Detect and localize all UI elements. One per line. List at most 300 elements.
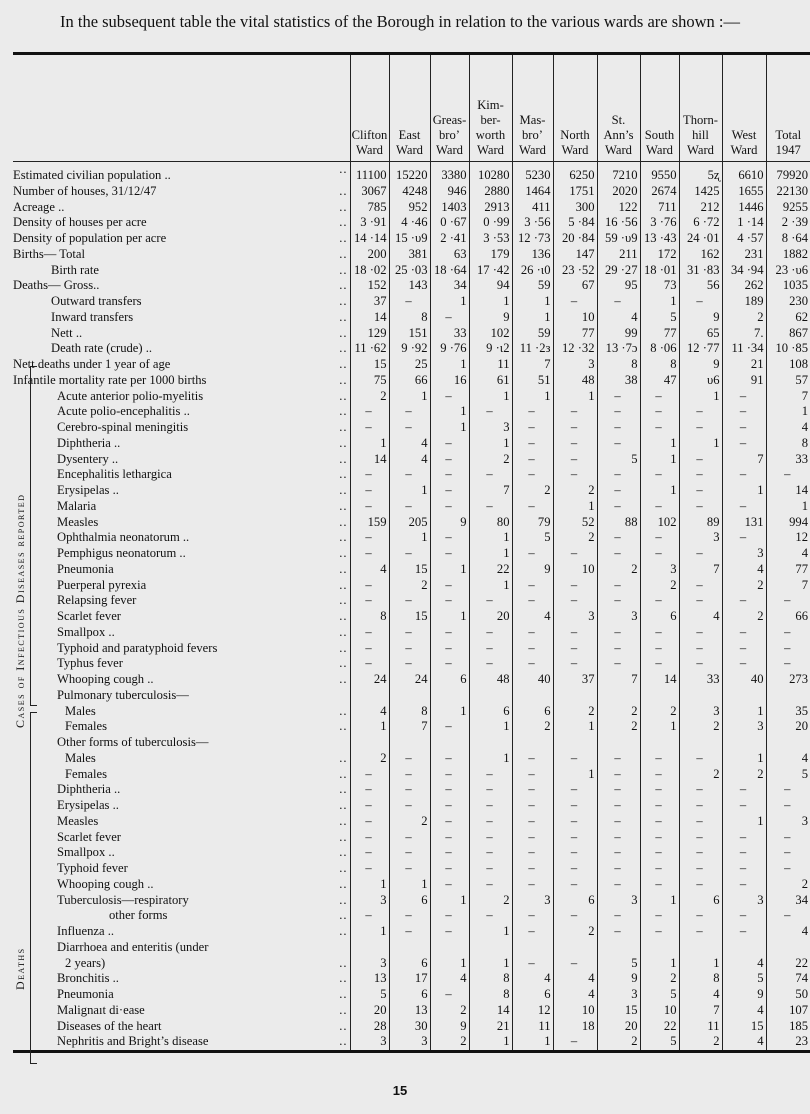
row-label-text: Typhus fever (57, 656, 123, 671)
brace-infectious (30, 366, 37, 706)
column-header: Thorn-hill Ward (679, 54, 722, 162)
table-cell: 1 (469, 530, 512, 546)
row-label-text: Smallpox .. (57, 845, 115, 860)
row-label-text: Estimated civilian population .. (13, 168, 171, 182)
table-cell: – (766, 908, 810, 924)
table-cell: 2 (430, 1003, 469, 1019)
table-cell: 273 (766, 672, 810, 688)
row-label-text: Other forms of tuberculosis— (57, 735, 209, 749)
row-label-text: Typhoid and paratyphoid fevers (57, 640, 218, 655)
table-cell: – (722, 499, 766, 515)
table-cell: 3067 (350, 184, 389, 200)
table-cell: 6 (512, 704, 553, 720)
table-cell: 7 (722, 452, 766, 468)
leader-dots: .. (339, 483, 348, 497)
table-cell: 79920 (766, 162, 810, 184)
table-cell: – (350, 767, 389, 783)
table-cell: 99 (597, 326, 640, 342)
table-cell: 1 (389, 389, 430, 405)
table-cell: – (389, 656, 430, 672)
table-cell: – (640, 546, 679, 562)
row-label (13, 877, 350, 893)
row-label (13, 688, 350, 704)
table-cell (512, 688, 553, 704)
table-cell: 4 (553, 987, 597, 1003)
table-cell: 37 (553, 672, 597, 688)
row-label-text: Males (65, 750, 96, 765)
table-cell: – (469, 830, 512, 846)
row-label-text: Ophthalmia neonatorum .. (57, 530, 190, 545)
table-cell: 1 (469, 294, 512, 310)
table-cell: 91 (722, 373, 766, 389)
table-cell: – (722, 877, 766, 893)
table-cell: – (679, 578, 722, 594)
table-cell: – (469, 877, 512, 893)
table-cell: – (512, 656, 553, 672)
table-cell: 2 (350, 751, 389, 767)
table-row (13, 436, 810, 452)
row-label-text: Nett .. (51, 325, 83, 340)
table-cell: 1 (430, 294, 469, 310)
table-row (13, 798, 810, 814)
leader-dots: .. (339, 719, 348, 734)
table-cell: 1 (640, 719, 679, 735)
table-cell: 94 (469, 278, 512, 294)
table-cell: 14 ·14 (350, 231, 389, 247)
table-cell: – (389, 767, 430, 783)
table-cell: 11 ·2з (512, 341, 553, 357)
table-cell: 5 (597, 956, 640, 972)
row-label (13, 845, 350, 861)
table-cell: – (553, 452, 597, 468)
table-cell: 37 (350, 294, 389, 310)
table-cell: – (640, 467, 679, 483)
table-cell: 80 (469, 515, 512, 531)
table-cell: 867 (766, 326, 810, 342)
table-cell: 1 (430, 609, 469, 625)
table-cell: 52 (553, 515, 597, 531)
row-label-text: Puerperal pyrexia (57, 577, 147, 592)
table-cell: – (512, 467, 553, 483)
table-cell: – (430, 861, 469, 877)
table-cell: 33 (766, 452, 810, 468)
row-label (13, 420, 350, 436)
table-cell: 230 (766, 294, 810, 310)
table-row (13, 1034, 810, 1051)
table-row (13, 483, 810, 499)
table-cell (553, 940, 597, 956)
table-cell: 6 (389, 893, 430, 909)
table-cell: 3 (640, 562, 679, 578)
table-cell: – (469, 861, 512, 877)
row-label (13, 782, 350, 798)
table-cell: – (350, 845, 389, 861)
table-cell: – (512, 751, 553, 767)
table-row (13, 1003, 810, 1019)
column-header: North Ward (553, 54, 597, 162)
table-cell: – (430, 877, 469, 893)
table-row (13, 515, 810, 531)
table-cell: 1 (553, 767, 597, 783)
row-label-text: 2 years) (65, 955, 106, 970)
table-cell: 3 ·56 (512, 215, 553, 231)
column-header: Greas-bro’ Ward (430, 54, 469, 162)
table-cell: – (553, 436, 597, 452)
table-cell: 4 (766, 420, 810, 436)
table-cell: 3 ·91 (350, 215, 389, 231)
table-cell: – (597, 830, 640, 846)
leader-dots: .. (339, 325, 348, 340)
table-cell: – (430, 483, 469, 499)
table-cell: 6250 (553, 162, 597, 184)
table-cell: 200 (350, 247, 389, 263)
table-cell: – (350, 798, 389, 814)
column-header: South Ward (640, 54, 679, 162)
table-row (13, 688, 810, 704)
table-cell: 7 (679, 562, 722, 578)
table-cell: 63 (430, 247, 469, 263)
table-cell: 4 (679, 987, 722, 1003)
table-cell: 2 (597, 562, 640, 578)
table-cell: 77 (553, 326, 597, 342)
table-cell: 1 (512, 294, 553, 310)
table-cell: 1 (722, 814, 766, 830)
row-label-text: Diarrhoea and enteritis (under (57, 939, 209, 954)
table-row (13, 656, 810, 672)
table-cell: – (679, 467, 722, 483)
table-cell: 9 ·76 (430, 341, 469, 357)
table-cell: 1 (469, 956, 512, 972)
row-label (13, 940, 350, 956)
table-cell: 212 (679, 200, 722, 216)
table-cell: 1 (766, 404, 810, 420)
table-cell: 1 (469, 546, 512, 562)
table-cell: 34 (766, 893, 810, 909)
table-cell: – (430, 782, 469, 798)
row-label-text: Bronchitis .. (57, 971, 119, 986)
table-cell: 40 (722, 672, 766, 688)
table-cell: 62 (766, 310, 810, 326)
table-cell: – (553, 1034, 597, 1051)
table-cell: 1 (389, 530, 430, 546)
table-cell: – (512, 845, 553, 861)
table-row (13, 940, 810, 956)
table-cell: – (512, 436, 553, 452)
table-cell: 1 (640, 893, 679, 909)
leader-dots: .. (339, 294, 348, 308)
row-label-text: Erysipelas .. (57, 483, 119, 497)
table-cell: – (553, 798, 597, 814)
table-cell: – (679, 782, 722, 798)
table-cell: 3 (679, 704, 722, 720)
table-cell: 9 ·ι2 (469, 341, 512, 357)
table-cell: – (430, 656, 469, 672)
table-row (13, 341, 810, 357)
table-cell: 67 (553, 278, 597, 294)
table-cell: 5 (350, 987, 389, 1003)
leader-dots: .. (339, 845, 348, 860)
leader-dots: .. (339, 750, 348, 765)
table-cell: 1 (640, 956, 679, 972)
table-row (13, 389, 810, 405)
row-label (13, 436, 350, 452)
table-cell: – (512, 404, 553, 420)
table-row (13, 452, 810, 468)
row-label (13, 162, 350, 184)
table-cell: 5 (640, 1034, 679, 1051)
row-label-text: Whooping cough .. (57, 672, 154, 686)
table-cell: – (597, 845, 640, 861)
table-cell: 88 (597, 515, 640, 531)
row-label (13, 625, 350, 641)
table-cell: 15 (597, 1003, 640, 1019)
table-cell: υ6 (679, 373, 722, 389)
leader-dots: .. (339, 404, 348, 419)
table-row (13, 420, 810, 436)
table-cell: – (679, 593, 722, 609)
page-number: 15 (392, 1083, 408, 1098)
table-cell: 21 (469, 1019, 512, 1035)
table-cell: – (553, 467, 597, 483)
table-cell: 3 (350, 1034, 389, 1051)
table-cell: – (512, 814, 553, 830)
row-label-text: Encephalitis lethargica (57, 467, 172, 482)
table-cell: – (430, 467, 469, 483)
table-cell: – (640, 530, 679, 546)
table-cell: – (640, 782, 679, 798)
table-cell: 4 (722, 956, 766, 972)
row-label-text: Relapsing fever (57, 593, 137, 608)
table-cell: 13 (389, 1003, 430, 1019)
row-label (13, 861, 350, 877)
leader-dots: .. (339, 546, 348, 560)
ward-statistics-table (13, 52, 810, 1053)
table-cell: 122 (597, 200, 640, 216)
table-cell: 17 (389, 971, 430, 987)
table-row (13, 231, 810, 247)
table-row (13, 782, 810, 798)
table-cell (389, 735, 430, 751)
table-cell: – (679, 404, 722, 420)
row-label-text: Pemphigus neonatorum .. (57, 546, 186, 560)
table-cell: 23 (766, 1034, 810, 1051)
table-cell: 2913 (469, 200, 512, 216)
table-cell: – (512, 908, 553, 924)
table-cell: 15 (722, 1019, 766, 1035)
row-label (13, 1019, 350, 1035)
table-cell: – (553, 294, 597, 310)
leader-dots: .. (339, 262, 348, 277)
row-label (13, 893, 350, 909)
table-row (13, 1019, 810, 1035)
table-cell: – (766, 641, 810, 657)
table-cell: – (722, 625, 766, 641)
table-cell: – (766, 625, 810, 641)
table-cell: 1 (469, 719, 512, 735)
table-cell: 2 (430, 1034, 469, 1051)
table-cell: 3 (722, 893, 766, 909)
table-cell: 29 ·27 (597, 263, 640, 279)
table-cell: 1 (469, 436, 512, 452)
table-cell: – (430, 499, 469, 515)
table-cell: 18 ·64 (430, 263, 469, 279)
table-cell: 9550 (640, 162, 679, 184)
row-label (13, 656, 350, 672)
row-label-text: Deaths— Gross.. (13, 278, 100, 293)
table-cell: 3 (722, 719, 766, 735)
table-cell: – (469, 593, 512, 609)
leader-dots: .. (339, 278, 348, 293)
table-cell: 2 (679, 1034, 722, 1051)
row-label-text: Birth rate (51, 262, 99, 277)
table-cell: – (597, 798, 640, 814)
table-cell: – (766, 798, 810, 814)
table-cell: – (469, 908, 512, 924)
table-row (13, 814, 810, 830)
table-cell: 10 (553, 310, 597, 326)
table-cell: – (430, 814, 469, 830)
table-cell: – (597, 530, 640, 546)
table-cell: 18 ·01 (640, 263, 679, 279)
table-cell: 2 (389, 578, 430, 594)
table-cell: 0 ·99 (469, 215, 512, 231)
table-cell: 6 (389, 956, 430, 972)
table-cell: 75 (350, 373, 389, 389)
table-cell: 1 (512, 310, 553, 326)
table-cell: 2 (553, 704, 597, 720)
table-cell: – (553, 420, 597, 436)
table-cell: 3 (679, 530, 722, 546)
table-cell: – (640, 861, 679, 877)
table-cell: 14 (350, 452, 389, 468)
table-cell: – (430, 389, 469, 405)
table-cell: – (389, 861, 430, 877)
table-cell: – (597, 436, 640, 452)
table-cell: 2 (722, 310, 766, 326)
row-label-text: Erysipelas .. (57, 798, 119, 812)
table-cell: – (722, 908, 766, 924)
table-cell: 1655 (722, 184, 766, 200)
table-cell: 4 (766, 924, 810, 940)
table-cell: 4 (597, 310, 640, 326)
table-cell: – (389, 467, 430, 483)
table-cell: 9 (512, 562, 553, 578)
leader-dots: .. (339, 341, 348, 356)
row-label (13, 814, 350, 830)
table-cell: 2 ·41 (430, 231, 469, 247)
table-cell: – (512, 782, 553, 798)
table-cell: 7 (679, 1003, 722, 1019)
table-cell: 2 ·39 (766, 215, 810, 231)
leader-dots: .. (339, 908, 348, 923)
row-label (13, 200, 350, 216)
table-cell: 262 (722, 278, 766, 294)
table-cell: – (469, 814, 512, 830)
table-cell: – (430, 908, 469, 924)
table-cell: 6 (469, 704, 512, 720)
table-cell: 2 (640, 578, 679, 594)
table-cell: 1 (679, 436, 722, 452)
leader-dots: .. (339, 1018, 348, 1033)
table-cell: – (722, 830, 766, 846)
table-row (13, 404, 810, 420)
side-label-deaths: Deaths (13, 947, 27, 990)
table-cell (722, 735, 766, 751)
row-label (13, 956, 350, 972)
table-cell: 14 (350, 310, 389, 326)
row-label-text: Density of houses per acre (13, 215, 147, 230)
row-label-text: Pneumonia (57, 987, 114, 1001)
table-row (13, 530, 810, 546)
table-cell: 2 (469, 452, 512, 468)
table-cell: 1 (553, 719, 597, 735)
table-cell: 10 ·85 (766, 341, 810, 357)
leader-dots: .. (339, 215, 348, 230)
row-label (13, 231, 350, 247)
table-cell: 48 (469, 672, 512, 688)
table-cell: 12 ·77 (679, 341, 722, 357)
table-cell: – (597, 924, 640, 940)
table-cell: – (679, 845, 722, 861)
table-cell: 11 (512, 1019, 553, 1035)
table-cell: – (640, 830, 679, 846)
row-label-text: Whooping cough .. (57, 876, 154, 891)
row-label-text: Death rate (crude) .. (51, 341, 153, 356)
table-cell: – (553, 656, 597, 672)
table-cell: – (469, 467, 512, 483)
table-cell: – (640, 404, 679, 420)
table-cell: – (430, 641, 469, 657)
table-cell: – (553, 814, 597, 830)
table-cell: 14 (469, 1003, 512, 1019)
table-cell: 12 (766, 530, 810, 546)
table-cell: 9 (469, 310, 512, 326)
table-cell (512, 940, 553, 956)
table-cell: 3 (597, 893, 640, 909)
table-cell: – (597, 294, 640, 310)
table-cell: 1 (469, 924, 512, 940)
table-cell: – (553, 625, 597, 641)
table-cell: 152 (350, 278, 389, 294)
table-cell: – (430, 767, 469, 783)
row-label (13, 546, 350, 562)
table-cell: – (350, 908, 389, 924)
table-cell: 107 (766, 1003, 810, 1019)
row-label-text: Diseases of the heart (57, 1018, 162, 1033)
row-label (13, 672, 350, 688)
table-cell: 15220 (389, 162, 430, 184)
leader-dots: .. (339, 1002, 348, 1017)
table-cell: 28 (350, 1019, 389, 1035)
table-cell: 11 ·62 (350, 341, 389, 357)
table-cell: – (350, 578, 389, 594)
table-cell: 23 ·υ6 (766, 263, 810, 279)
table-cell: 7210 (597, 162, 640, 184)
table-cell: – (350, 593, 389, 609)
row-label-text: Acute anterior polio-myelitis (57, 388, 204, 403)
table-cell: 22130 (766, 184, 810, 200)
table-cell: – (389, 420, 430, 436)
table-cell (722, 940, 766, 956)
table-cell: 6 (679, 893, 722, 909)
table-cell: – (766, 656, 810, 672)
table-cell: 4 (722, 562, 766, 578)
row-label-text: Pneumonia (57, 561, 114, 576)
table-cell: 3 (553, 609, 597, 625)
table-cell: 20 (469, 609, 512, 625)
table-cell: – (597, 751, 640, 767)
table-cell: 8 (469, 987, 512, 1003)
